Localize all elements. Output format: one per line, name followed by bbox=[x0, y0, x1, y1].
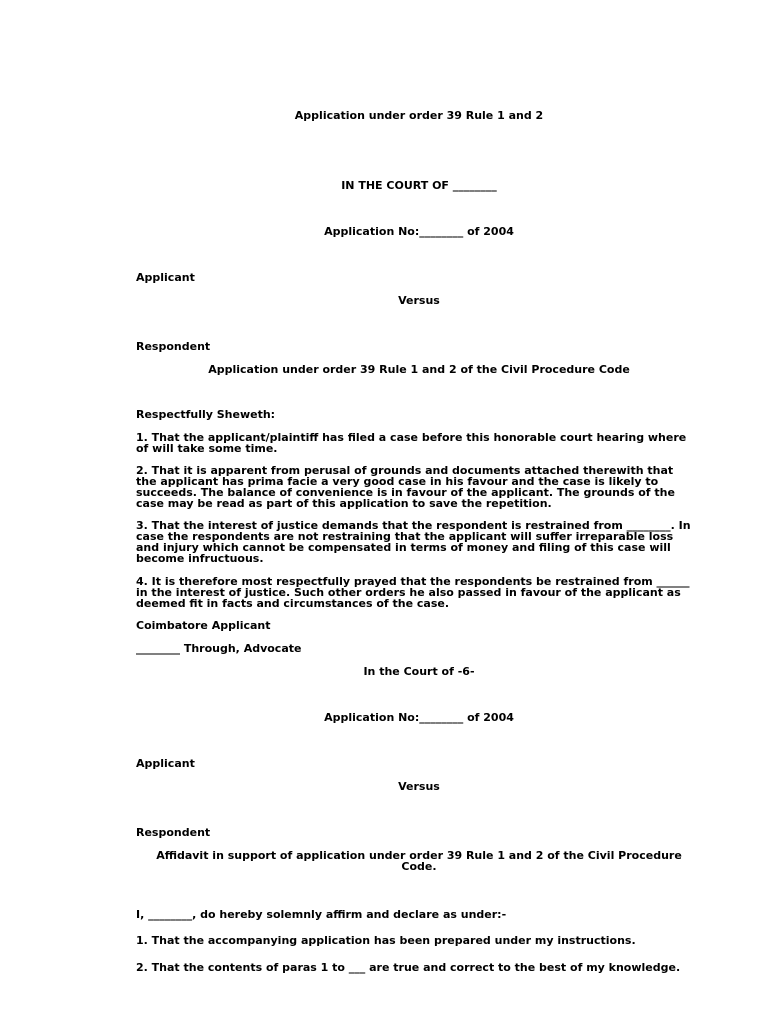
paragraph-line: case may be read as part of this application to save the repetition. bbox=[136, 497, 552, 510]
signature-place: Coimbatore Applicant bbox=[136, 619, 271, 632]
paragraph-line: the applicant has prima facie a very good case in his favour and the case is likely to bbox=[136, 475, 659, 488]
applicant-label: Applicant bbox=[136, 271, 195, 284]
application-number: Application No:________ of 2004 bbox=[324, 225, 514, 238]
paragraph-line: of will take some time. bbox=[136, 442, 278, 455]
affidavit-title bbox=[136, 850, 702, 872]
court-heading-2: In the Court of -6- bbox=[363, 665, 475, 678]
respondent-label-2: Respondent bbox=[136, 826, 211, 839]
paragraph-4 bbox=[136, 576, 702, 609]
paragraph-line: case the respondents are not restraining that the applicant will suffer irreparable loss bbox=[136, 530, 674, 543]
paragraph-line: 2. That it is apparent from perusal of grounds and documents attached therewith that bbox=[136, 464, 674, 477]
paragraph-line: 1. That the applicant/plaintiff has filed a case before this honorable court hearing where bbox=[136, 431, 687, 444]
paragraph-3 bbox=[136, 520, 702, 564]
paragraph-line: 4. It is therefore most respectfully prayed that the respondents be restrained from ______ bbox=[136, 575, 690, 588]
affidavit-item-1: 1. That the accompanying application has been prepared under my instructions. bbox=[136, 934, 636, 947]
paragraph-line: and injury which cannot be compensated in terms of money and filing of this case will bbox=[136, 541, 671, 554]
paragraph-line: become infructuous. bbox=[136, 552, 264, 565]
versus-label: Versus bbox=[398, 294, 440, 307]
respondent-label: Respondent bbox=[136, 340, 211, 353]
application-number-2: Application No:________ of 2004 bbox=[324, 711, 514, 724]
affidavit-item-2: 2. That the contents of paras 1 to ___ are true and correct to the best of my knowledge. bbox=[136, 961, 681, 974]
paragraph-1 bbox=[136, 432, 702, 454]
paragraph-2 bbox=[136, 465, 702, 509]
applicant-label-2: Applicant bbox=[136, 757, 195, 770]
paragraph-line: 3. That the interest of justice demands that the respondent is restrained from ________. In bbox=[136, 519, 691, 532]
respectfully-sheweth: Respectfully Sheweth: bbox=[136, 408, 276, 421]
affidavit-title-line: Affidavit in support of application under order 39 Rule 1 and 2 of the Civil Procedure bbox=[156, 849, 682, 862]
versus-label-2: Versus bbox=[398, 780, 440, 793]
document-title: Application under order 39 Rule 1 and 2 bbox=[294, 109, 544, 122]
through-advocate: ________ Through, Advocate bbox=[136, 642, 302, 655]
paragraph-line: succeeds. The balance of convenience is in favour of the applicant. The grounds of the bbox=[136, 486, 675, 499]
affidavit-title-line: Code. bbox=[401, 860, 437, 873]
court-heading: IN THE COURT OF ________ bbox=[341, 179, 497, 192]
paragraph-line: deemed fit in facts and circumstances of the case. bbox=[136, 597, 450, 610]
affirmation-statement: I, ________, do hereby solemnly affirm and declare as under:- bbox=[136, 908, 507, 921]
paragraph-line: in the interest of justice. Such other orders he also passed in favour of the applicant as bbox=[136, 586, 681, 599]
application-subtitle: Application under order 39 Rule 1 and 2 of the Civil Procedure Code bbox=[208, 363, 630, 376]
